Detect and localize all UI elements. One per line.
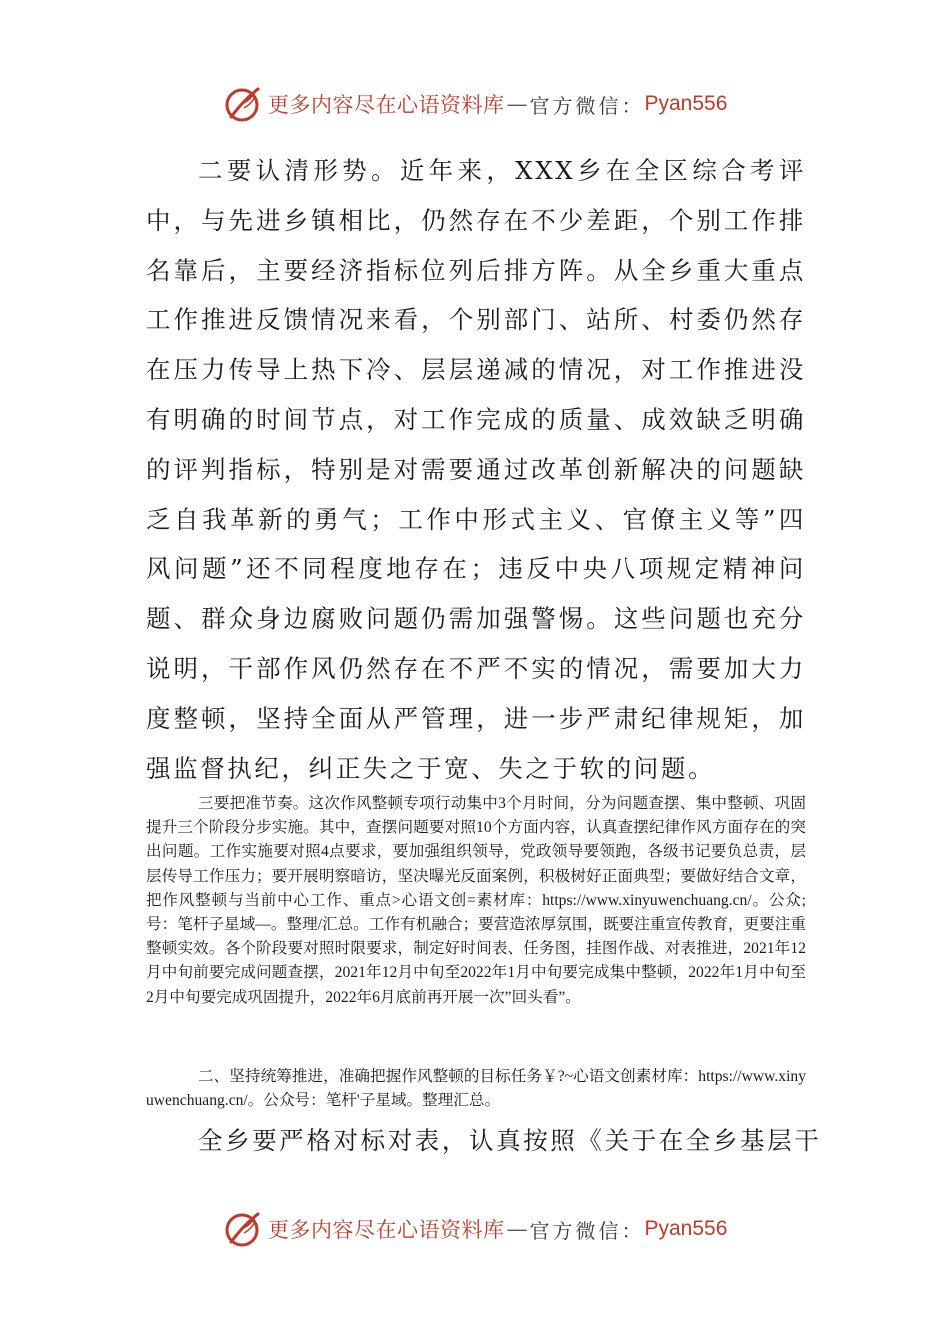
feather-pen-logo-icon [222,1209,262,1249]
footer-banner-dash: — [506,1217,528,1241]
header-wechat-id: Pyan556 [644,92,728,115]
footer-banner [222,1205,742,1253]
section-heading-two: 二、坚持统筹推进，准确把握作风整顿的目标任务￥?~心语文创素材库：https://www.xinyuwenchuang.cn/。公众号：笔杆'子星域。整理汇总。 [146,1068,806,1110]
paragraph-rhythm: 三要把准节奏。这次作风整顿专项行动集中3个月时间，分为问题查摆、集中整顿、巩固提升三个阶段分步实施。其中，查摆问题要对照10个方面内容，认真查摆纪律作风方面存在的突出问题。工作实施要对照4点要求，要加强组织领导，党政领导要领跑，各级书记要负总责，层层传导工作压力；要开展明察暗访，坚决曝光反面案例，积极树好正面典型；要做好结合文章，把作风整顿与当前中心工作、重点>心语文创=素材库：https://www.xinyuwenchuang.cn/。公众;号：笔杆子星域—。整理/汇总。工作有机融合；要营造浓厚氛围，既要注重宣传教育，更要注重整顿实效。各个阶段要对照时限要求，制定好时间表、任务图，挂图作战、对表推进，2021年12月中旬前要完成问题查摆，2021年12月中旬至2022年1月中旬要完成集中整顿，2022年1月中旬至2月中旬要完成巩固提升，2022年6月底前再开展一次”回头看”。 [146,795,806,1006]
footer-wechat-id: Pyan556 [644,1217,728,1240]
footer-banner-official: 官方微信： [529,1218,645,1243]
header-banner-text: 更多内容尽在心语资料库 [268,93,505,117]
paragraph-situation: 二要认清形势。近年来，XXX乡在全区综合考评中，与先进乡镇相比，仍然存在不少差距，个别工作排名靠后，主要经济指标位列后排方阵。从全乡重大重点工作推进反馈情况来看，个别部门、站所、村委仍然存在压力传导上热下冷、层层递减的情况，对工作推进没有明确的时间节点，对工作完成的质量、成效缺乏明确的评判指标，特别是对需要通过改革创新解决的问题缺乏自我革新的勇气；工作中形式主义、官僚主义等”四风问题”还不同程度地存在；违反中央八项规定精神问题、群众身边腐败问题仍需加强警惕。这些问题也充分说明，干部作风仍然存在不严不实的情况，需要加大力度整顿，坚持全面从严管理，进一步严肃纪律规矩，加强监督执纪，纠正失之于宽、失之于软的问题。 [146,156,806,783]
header-banner [222,80,742,128]
paragraph-benchmark: 全乡要严格对标对表，认真按照《关于在全乡基层干 [198,1126,822,1155]
feather-pen-logo-icon [222,84,262,124]
header-banner-dash: — [506,92,528,116]
header-banner-official: 官方微信： [529,93,645,118]
footer-banner-text: 更多内容尽在心语资料库 [268,1218,505,1242]
